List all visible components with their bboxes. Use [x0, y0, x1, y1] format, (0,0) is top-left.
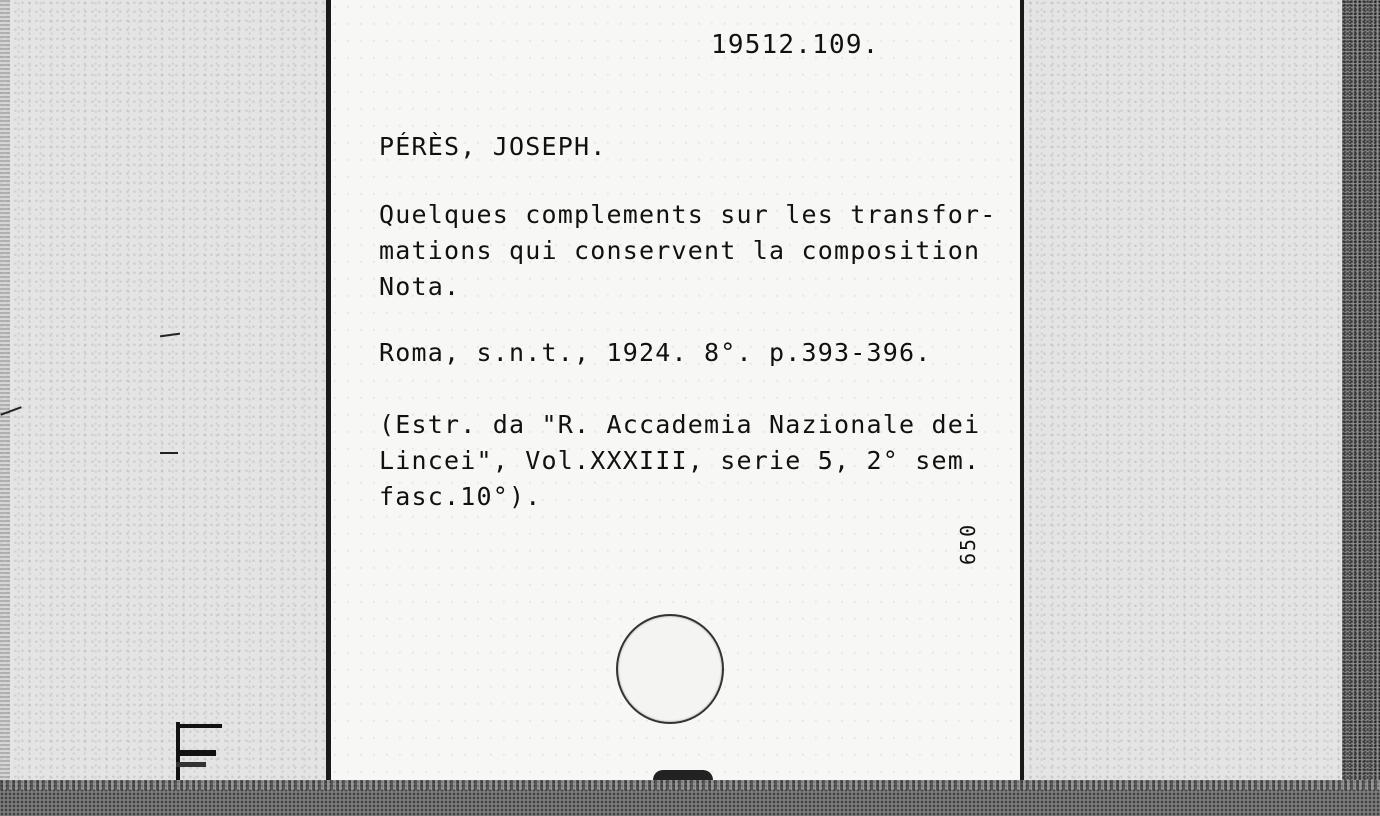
title-line: Quelques complements sur les transfor-	[379, 200, 997, 229]
note-line: (Estr. da "R. Accademia Nazionale dei	[379, 410, 981, 439]
margin-mark	[160, 452, 178, 454]
author-heading: PÉRÈS, JOSEPH.	[379, 132, 607, 161]
catalog-card	[326, 0, 1024, 780]
title-line: mations qui conservent la composition	[379, 236, 981, 265]
flag-mark-icon	[172, 722, 222, 782]
left-scan-edge	[0, 0, 10, 816]
note-line: fasc.10°).	[379, 482, 542, 511]
right-scan-edge	[1342, 0, 1380, 816]
imprint-line: Roma, s.n.t., 1924. 8°. p.393-396.	[379, 338, 932, 367]
note-line: Lincei", Vol.XXXIII, serie 5, 2° sem.	[379, 446, 981, 475]
bottom-scan-edge	[0, 780, 1380, 816]
punch-hole-circle	[616, 614, 724, 724]
stamp-number: 650	[956, 522, 980, 565]
title-line: Nota.	[379, 272, 461, 301]
margin-mark	[160, 333, 180, 338]
call-number: 19512.109.	[711, 30, 880, 60]
card-bottom-notch	[653, 770, 713, 780]
